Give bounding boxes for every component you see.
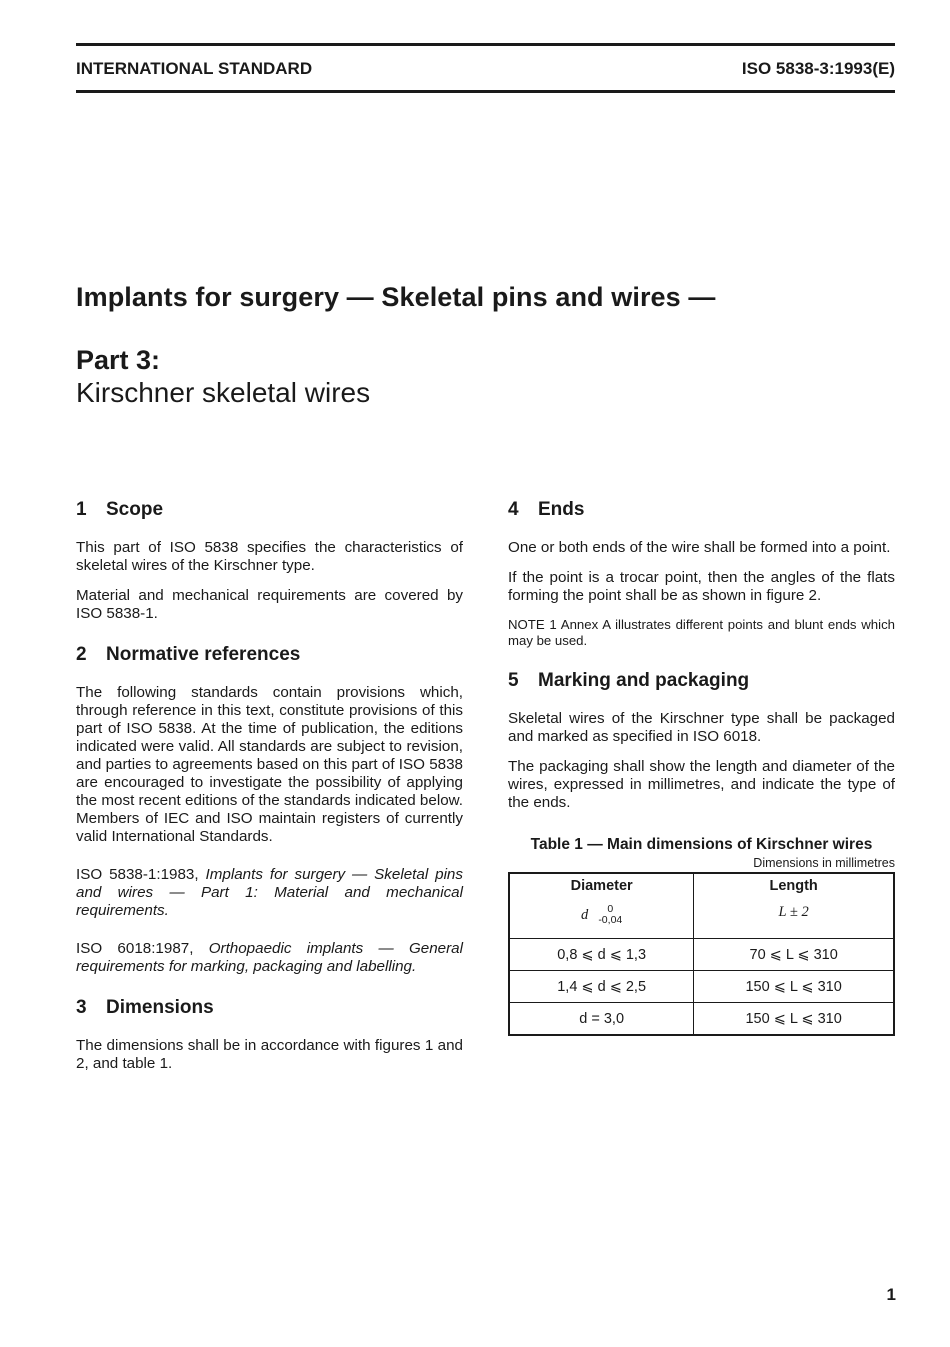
table-cell-length: 150 ⩽ L ⩽ 310 — [694, 1003, 894, 1036]
references-paragraph: The following standards contain provisions which, through reference in this text, constitute provisions of this part of ISO 5838. At the time of publication, the editions indicated were valid. All standards are subject to revision, and parties to agreements based on this part of ISO 5838 are encouraged to investigate the possibility of applying the most recent editions of the standards indicated below. Members of IEC and ISO maintain registers of currently valid International Standards. — [76, 684, 463, 845]
diameter-tolerance: 0 -0,04 — [598, 903, 623, 926]
table-header-length: Length L ± 2 — [694, 873, 894, 939]
table-row — [509, 939, 894, 971]
dimensions-table — [508, 872, 895, 1036]
table-cell-diameter: d = 3,0 — [509, 1003, 694, 1036]
section-references-heading: 2 Normative references — [76, 644, 301, 665]
section-dimensions-heading: 3 Dimensions — [76, 997, 214, 1018]
table-row — [509, 1003, 894, 1036]
table-cell-diameter: 1,4 ⩽ d ⩽ 2,5 — [509, 971, 694, 1003]
right-column — [508, 498, 895, 1036]
left-column — [76, 498, 463, 1085]
section-ends-heading: 4 Ends — [508, 499, 585, 520]
dimensions-paragraph: The dimensions shall be in accordance with figures 1 and 2, and table 1. — [76, 1037, 463, 1072]
table-header-diameter: Diameter d 0 -0,04 — [509, 873, 694, 939]
table-cell-diameter: 0,8 ⩽ d ⩽ 1,3 — [509, 939, 694, 971]
table-cell-length: 150 ⩽ L ⩽ 310 — [694, 971, 894, 1003]
part-title: Kirschner skeletal wires — [76, 377, 371, 408]
marking-paragraph-1: Skeletal wires of the Kirschner type shall be packaged and marked as specified in ISO 6018. — [508, 710, 895, 745]
table-header-row — [509, 873, 894, 939]
header-bottom-rule — [76, 90, 895, 93]
length-symbol: L ± 2 — [778, 904, 809, 920]
marking-paragraph-2: The packaging shall show the length and diameter of the wires, expressed in millimetres, and indicate the type of the ends. — [508, 758, 895, 811]
header-document-type: INTERNATIONAL STANDARD — [76, 59, 313, 78]
scope-paragraph-2: Material and mechanical requirements are covered by ISO 5838-1. — [76, 587, 463, 622]
ends-note: NOTE 1 Annex A illustrates different points and blunt ends which may be used. — [508, 617, 895, 648]
section-scope-heading: 1 Scope — [76, 499, 164, 520]
reference-iso-5838-1: ISO 5838-1:1983, Implants for surgery — Skeletal pins and wires — Part 1: Material and mechanical requirements. — [76, 866, 463, 919]
scope-paragraph-1: This part of ISO 5838 specifies the characteristics of skeletal wires of the Kirschner type. — [76, 539, 463, 574]
ends-paragraph-1: One or both ends of the wire shall be formed into a point. — [508, 539, 891, 556]
table-row — [509, 971, 894, 1003]
page-number: 1 — [886, 1285, 896, 1304]
table-units: Dimensions in millimetres — [753, 856, 895, 870]
document-title: Implants for surgery — Skeletal pins and wires — — [76, 282, 716, 312]
part-number: Part 3: — [76, 345, 161, 375]
header-document-id: ISO 5838-3:1993(E) — [741, 59, 895, 78]
table-cell-length: 70 ⩽ L ⩽ 310 — [694, 939, 894, 971]
header-top-rule — [76, 43, 895, 46]
reference-iso-6018: ISO 6018:1987, Orthopaedic implants — General requirements for marking, packaging and labelling. — [76, 940, 463, 975]
section-marking-heading: 5 Marking and packaging — [508, 670, 750, 691]
table-caption: Table 1 — Main dimensions of Kirschner wires — [530, 836, 873, 853]
diameter-symbol: d — [581, 906, 589, 923]
ends-paragraph-2: If the point is a trocar point, then the angles of the flats forming the point shall be as shown in figure 2. — [508, 569, 895, 604]
